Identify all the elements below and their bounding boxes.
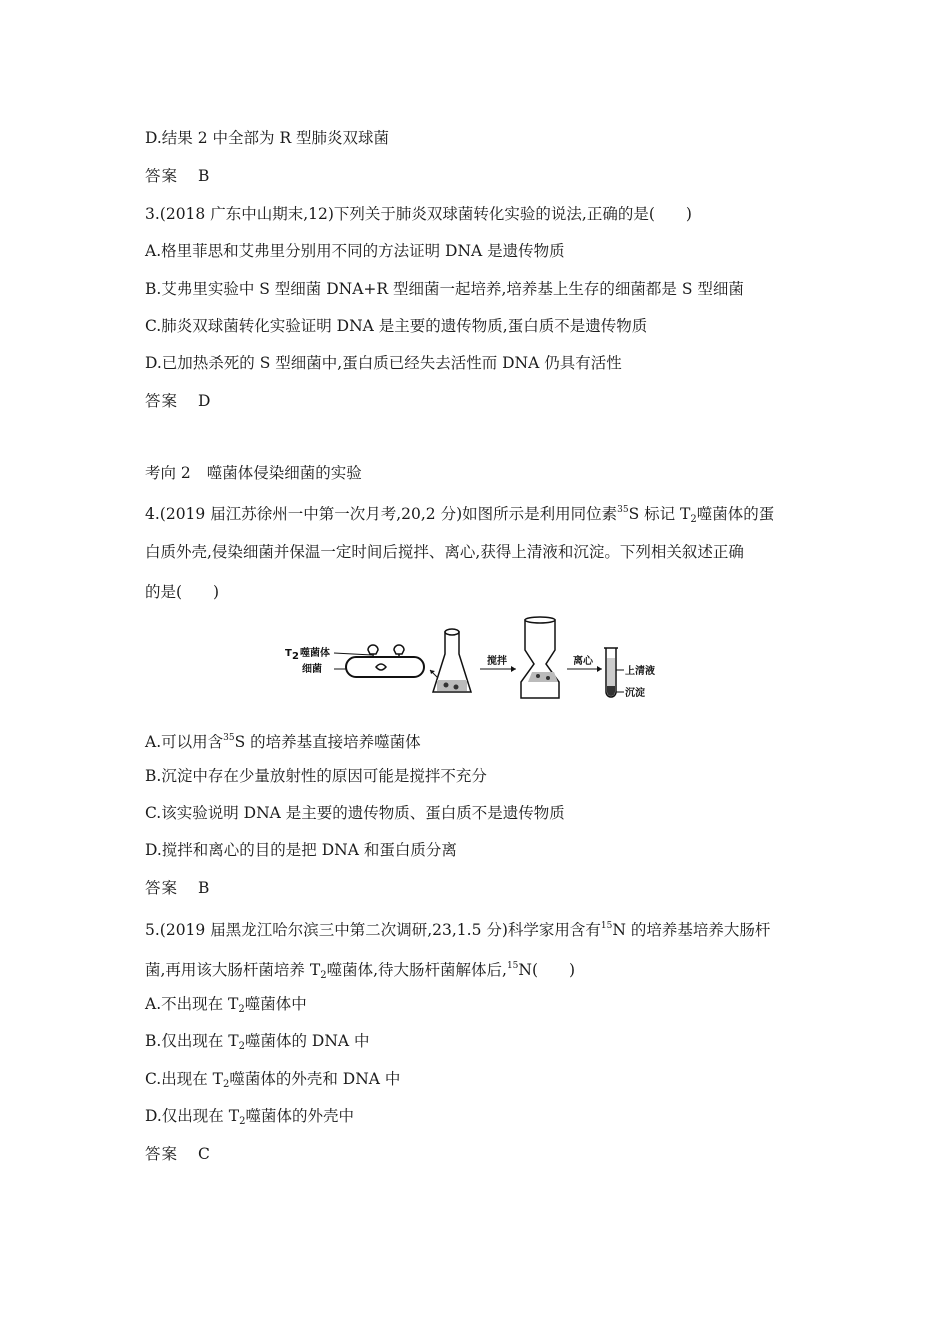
text-run: S 标记 T: [628, 505, 691, 523]
section-number: 考向 2: [145, 464, 191, 482]
bacterium-cell: [346, 657, 424, 677]
q5-option-b: [145, 1031, 370, 1057]
q4-option-c: C.该实验说明 DNA 是主要的遗传物质、蛋白质不是遗传物质: [145, 804, 565, 822]
arrowhead: [430, 670, 435, 674]
text-run: 菌,再用该大肠杆菌培养 T: [145, 961, 321, 979]
text-run: 噬菌体的外壳中: [245, 1107, 354, 1125]
subscript: 2: [223, 1079, 230, 1090]
q5-option-c: [145, 1069, 400, 1095]
q2-option-d: D.结果 2 中全部为 R 型肺炎双球菌: [145, 129, 390, 147]
arrowhead: [511, 666, 516, 672]
text-run: C.出现在 T: [145, 1070, 223, 1088]
text-run: N 的培养基培养大肠杆: [612, 921, 771, 939]
test-tube: [604, 648, 618, 697]
text-run: D.仅出现在 T: [145, 1107, 240, 1125]
text-run: 噬菌体的 DNA 中: [244, 1032, 370, 1050]
superscript: 35: [617, 505, 629, 515]
text-run: A.可以用含: [145, 733, 224, 751]
answer-label: 答案: [145, 167, 179, 185]
blender: [521, 617, 559, 698]
answer-value: B: [198, 879, 210, 897]
answer-label: 答案: [145, 879, 179, 897]
answer-value: D: [198, 392, 211, 410]
culture-flask: [433, 629, 471, 692]
label-supernatant: 上清液: [625, 666, 655, 677]
answer-label: 答案: [145, 1145, 179, 1163]
q4-option-d: D.搅拌和离心的目的是把 DNA 和蛋白质分离: [145, 841, 457, 859]
superscript: 15: [506, 961, 519, 971]
answer-label: 答案: [145, 392, 179, 410]
answer-value: B: [198, 167, 210, 185]
q3-option-c: C.肺炎双球菌转化实验证明 DNA 是主要的遗传物质,蛋白质不是遗传物质: [145, 317, 648, 335]
subscript: 2: [239, 1116, 246, 1127]
text-run: 5.(2019 届黑龙江哈尔滨三中第二次调研,23,1.5 分)科学家用含有: [145, 921, 601, 939]
label-phage-sub: 2: [292, 651, 299, 662]
q3-option-d: D.已加热杀死的 S 型细菌中,蛋白质已经失去活性而 DNA 仍具有活性: [145, 354, 622, 372]
section-title: 噬菌体侵染细菌的实验: [206, 464, 362, 482]
label-sediment: 沉淀: [625, 688, 645, 699]
label-phage-t: T: [285, 648, 292, 659]
label-centrifuge: 离心: [573, 656, 593, 667]
q4-option-a: [145, 728, 421, 752]
arrowhead: [597, 666, 602, 672]
q2-answer: [145, 166, 209, 186]
q3-option-a: A.格里菲思和艾弗里分别用不同的方法证明 DNA 是遗传物质: [145, 242, 565, 260]
q3-stem: 3.(2018 广东中山期末,12)下列关于肺炎双球菌转化实验的说法,正确的是( ): [145, 205, 692, 223]
phage-pointer-line: [334, 653, 372, 655]
q4-option-b: B.沉淀中存在少量放射性的原因可能是搅拌不充分: [145, 767, 487, 785]
answer-value: C: [198, 1145, 210, 1163]
subscript: 2: [238, 1004, 245, 1015]
text-run: A.不出现在 T: [145, 995, 239, 1013]
q4-answer: [145, 878, 209, 898]
text-run: 噬菌体,待大肠杆菌解体后,: [326, 961, 507, 979]
q5-option-a: [145, 994, 307, 1020]
text-run: 噬菌体的外壳和 DNA 中: [229, 1070, 401, 1088]
superscript: 35: [223, 733, 235, 743]
experiment-diagram: [280, 612, 680, 704]
text-run: 噬菌体的蛋: [696, 505, 775, 523]
q5-stem-line-1: [145, 916, 770, 940]
label-phage: 噬菌体: [300, 648, 330, 659]
q3-answer: [145, 391, 210, 411]
label-bacteria: 细菌: [302, 664, 322, 675]
superscript: 15: [600, 921, 613, 931]
text-run: 4.(2019 届江苏徐州一中第一次月考,20,2 分)如图所示是利用同位素: [145, 505, 618, 523]
text-run: N( ): [518, 961, 576, 979]
label-stir: 搅拌: [487, 656, 507, 667]
q4-stem-line-1: [145, 500, 774, 530]
q5-stem-line-2: [145, 956, 575, 986]
q5-answer: [145, 1144, 210, 1164]
text-run: B.仅出现在 T: [145, 1032, 239, 1050]
text-run: S 的培养基直接培养噬菌体: [234, 733, 421, 751]
subscript: 2: [320, 970, 327, 981]
q4-stem-line-2: 白质外壳,侵染细菌并保温一定时间后搅拌、离心,获得上清液和沉淀。下列相关叙述正确: [145, 543, 744, 561]
subscript: 2: [690, 514, 697, 525]
text-run: 噬菌体中: [244, 995, 307, 1013]
section-heading: [145, 463, 362, 483]
q5-option-d: [145, 1106, 354, 1132]
subscript: 2: [238, 1041, 245, 1052]
q4-stem-line-3: 的是( ): [145, 583, 220, 601]
q3-option-b: B.艾弗里实验中 S 型细菌 DNA+R 型细菌一起培养,培养基上生存的细菌都是 S 型细菌: [145, 280, 744, 298]
